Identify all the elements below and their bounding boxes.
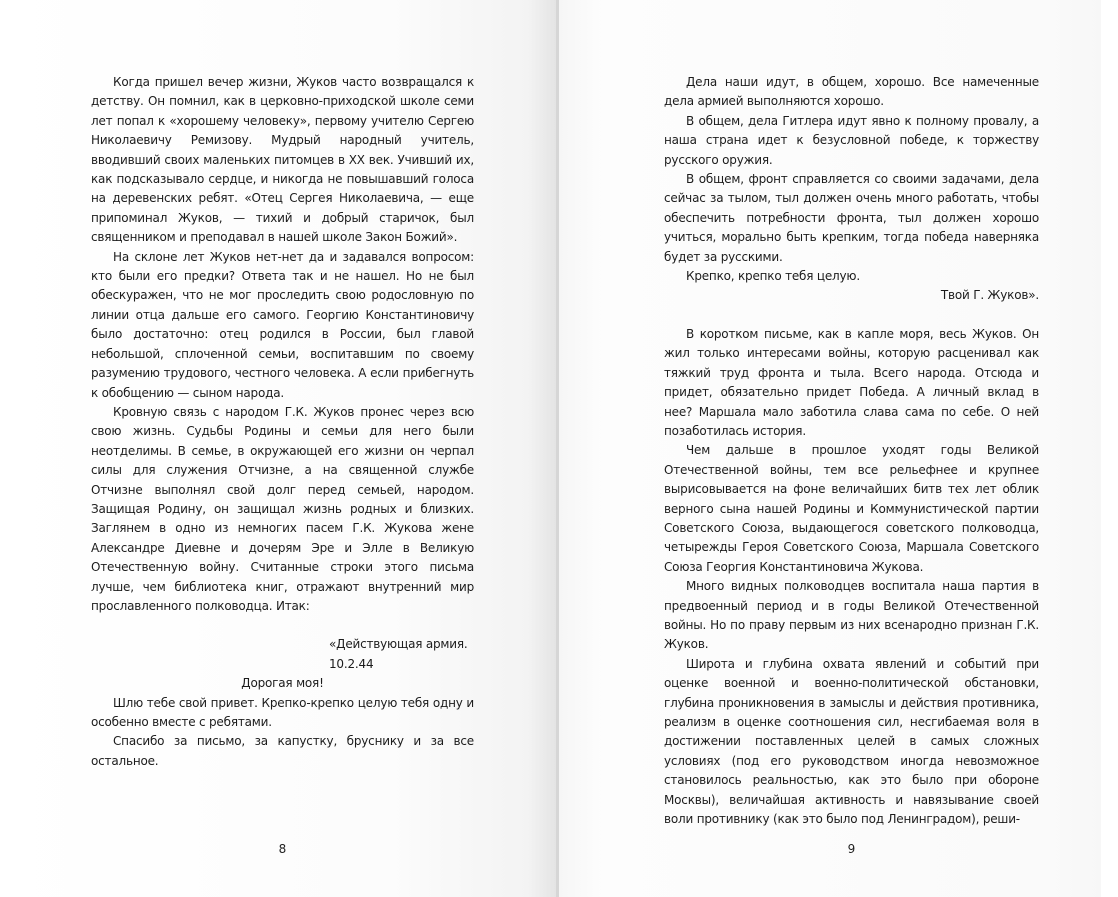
spacer — [664, 306, 1039, 325]
paragraph: Чем дальше в прошлое уходят годы Великой Отечественной войны, тем все рельефнее и крупнее вырисовывается на фоне величайших битв тех лет облик верного сына нашей Родины и Коммунистической партии Советского Союза, выдающегося советского полководца, четырежды Героя Советского Союза, Маршала Советского Союза Георгия Константиновича Жукова. — [664, 443, 1039, 574]
paragraph: Много видных полководцев воспитала наша партия в предвоенный период и в годы Великой Отечественной войны. Но по праву первым из них всенародно признан Г.К. Жуков. — [664, 579, 1039, 652]
page-edge — [1101, 0, 1118, 897]
spacer — [91, 616, 474, 635]
letter-paragraph: В общем, дела Гитлера идут явно к полному провалу, а наша страна идет к безусловной победе, к торжеству русского оружия. — [664, 113, 1039, 167]
letter-salutation: Дорогая моя! — [241, 676, 324, 691]
paragraph: Когда пришел вечер жизни, Жуков часто возвращался к детству. Он помнил, как в церковно-приходской школе семи лет попал к «хорошему человеку», первому учителю Сергею Николаевичу Ремизову. Мудрый народный учитель, вводивший своих маленьких питомцев в XX век. Учивший их, как подсказывало сердце, и никогда не повышавший голоса на деревенских ребят. «Отец Сергея Николаевича, — еще припоминал Жуков, — тихий и добрый старичок, был священником и преподавал в нашей школе Закон Божий». — [91, 75, 474, 245]
paragraph: На склоне лет Жуков нет-нет да и задавался вопросом: кто были его предки? Ответа так и не нашел. Но не был обескуражен, что не мог проследить свою родословную по линии отца дальше его самого. Георгию Константиновичу было достаточно: отец родился в России, был главой небольшой, сплоченной семьи, воспитавшим по своему разумению трудового, честного человека. А если прибегнуть к обобщению — сыном народа. — [91, 249, 474, 400]
paragraph: В коротком письме, как в капле моря, весь Жуков. Он жил только интересами войны, которую расценивал как тяжкий труд фронта и тыла. Всего народа. Отсюда и придет, обязательно придет Победа. А личный вклад в нее? Маршала мало заботила слава сама по себе. О ней позаботилась история. — [664, 326, 1039, 438]
page-number: 8 — [278, 842, 287, 857]
page-number: 9 — [847, 842, 856, 857]
letter-paragraph: Крепко, крепко тебя целую. — [686, 269, 860, 284]
right-page-text — [664, 73, 1039, 829]
paragraph: Широта и глубина охвата явлений и событий при оценке военной и военно-политической обстановки, глубина проникновения в замыслы и действия противника, реализм в оценке соотношения сил, несгибаемая воля в достижении поставленных целей в самых сложных условиях (под его руководством иногда невозможное становилось реальностью, как это было при обороне Москвы), величайшая активность и навязывание своей воли противнику (как это было под Ленинградом), реши- — [664, 656, 1039, 827]
letter-paragraph: Дела наши идут, в общем, хорошо. Все намеченные дела армией выполняются хорошо. — [664, 75, 1039, 109]
letter-signature: Твой Г. Жуков». — [940, 288, 1039, 303]
letter-paragraph: В общем, фронт справляется со своими задачами, дела сейчас за тылом, тыл должен очень много работать, чтобы обеспечить потребности фронта, тыл должен хорошо учиться, морально быть крепким, тогда победа наверняка будет за русскими. — [664, 172, 1039, 264]
letter-paragraph: Спасибо за письмо, за капустку, бруснику и за все остальное. — [91, 734, 474, 768]
left-page-text — [91, 73, 474, 829]
letter-paragraph: Шлю тебе свой привет. Крепко-крепко целую тебя одну и особенно вместе с ребятами. — [91, 695, 474, 729]
right-page — [559, 0, 1101, 897]
letter-place: «Действующая армия. — [329, 637, 468, 652]
left-page — [0, 0, 556, 897]
letter-date: 10.2.44 — [329, 656, 374, 671]
paragraph: Кровную связь с народом Г.К. Жуков пронес через всю свою жизнь. Судьбы Родины и семьи для него были неотделимы. В семье, в окружающей его жизни он черпал силы для служения Отчизне, а на священной службе Отчизне выполнял свой долг перед семьей, народом. Защищая Родину, он защищал жизнь родных и близких. Заглянем в одно из немногих пасем Г.К. Жукова жене Александре Диевне и дочерям Эре и Элле в Великую Отечественную войну. Считанные строки этого письма лучше, чем библиотека книг, отражают внутренний мир прославленного полководца. Итак: — [91, 404, 474, 613]
